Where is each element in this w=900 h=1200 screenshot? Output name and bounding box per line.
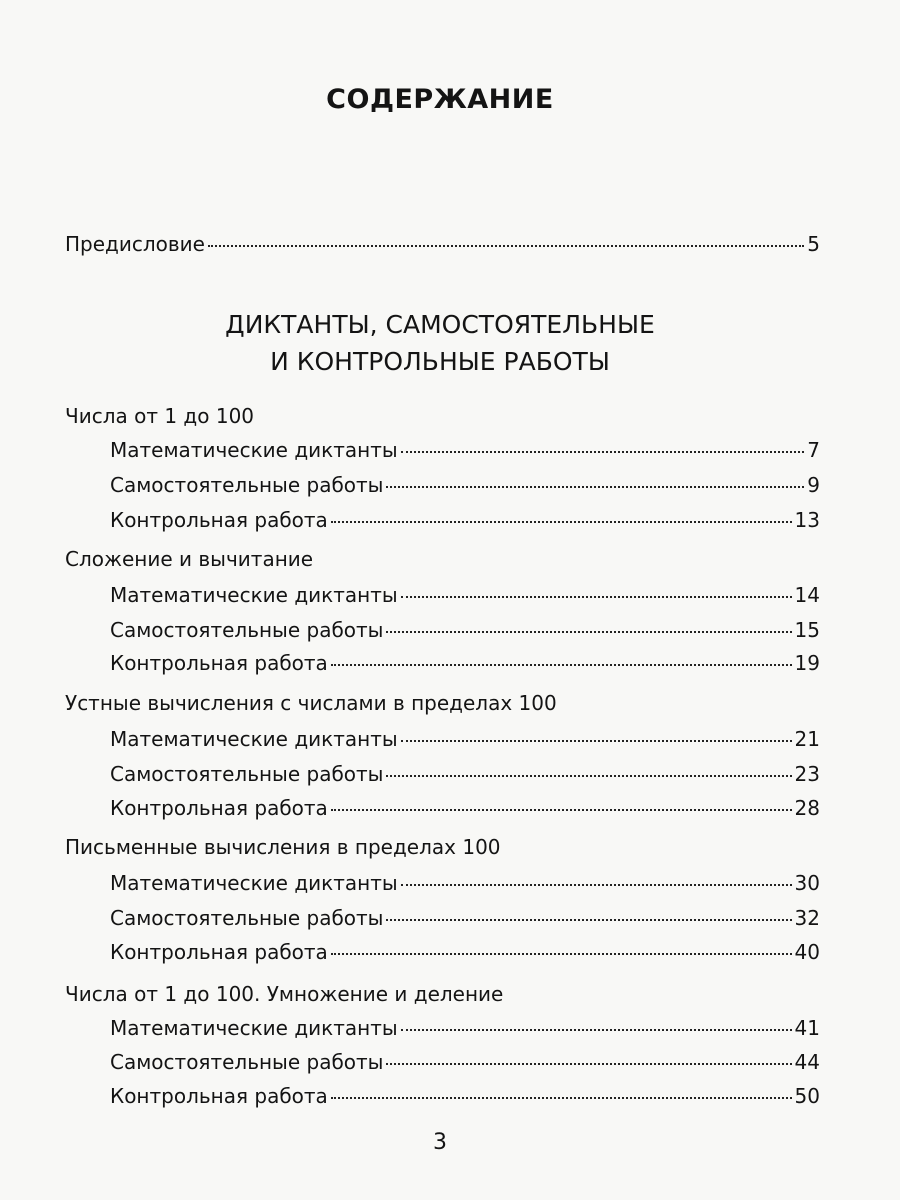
toc-entry-page: 7 (807, 438, 820, 462)
toc-entry (110, 580, 820, 609)
toc-entry-label: Контрольная работа (110, 796, 328, 820)
dot-leader (401, 576, 792, 598)
toc-entry (110, 1047, 820, 1076)
toc-group-heading: Числа от 1 до 100 (65, 404, 255, 428)
toc-entry-page: 23 (794, 762, 820, 786)
toc-entry-label: Контрольная работа (110, 940, 328, 964)
toc-entry-label: Предисловие (65, 232, 205, 256)
toc-entry-label: Контрольная работа (110, 508, 328, 532)
toc-entry (110, 937, 820, 966)
dot-leader (331, 1077, 792, 1099)
toc-entry-page: 19 (794, 651, 820, 675)
toc-entry-page: 28 (794, 796, 820, 820)
toc-group-heading: Письменные вычисления в пределах 100 (65, 835, 501, 859)
dot-leader (331, 644, 792, 666)
dot-leader (401, 864, 792, 886)
toc-entry-label: Математические диктанты (110, 438, 398, 462)
page-number: 3 (433, 1130, 447, 1155)
toc-entry (110, 759, 820, 788)
toc-entry (110, 1013, 820, 1042)
toc-entry-page: 44 (794, 1050, 820, 1074)
toc-entry-page: 50 (794, 1084, 820, 1108)
toc-entry (110, 615, 820, 644)
dot-leader (386, 611, 791, 633)
dot-leader (386, 1043, 791, 1065)
dot-leader (401, 1009, 792, 1031)
toc-entry-page: 32 (794, 906, 820, 930)
dot-leader (331, 933, 792, 955)
toc-entry-label: Математические диктанты (110, 727, 398, 751)
toc-entry (110, 903, 820, 932)
toc-entry-page: 9 (807, 473, 820, 497)
section-title-line-1: ДИКТАНТЫ, САМОСТОЯТЕЛЬНЫЕ (225, 310, 655, 339)
toc-entry (110, 505, 820, 534)
toc-entry-label: Контрольная работа (110, 1084, 328, 1108)
toc-entry-label: Самостоятельные работы (110, 906, 384, 930)
toc-entry-label: Математические диктанты (110, 871, 398, 895)
toc-entry (110, 435, 820, 464)
toc-entry-label: Контрольная работа (110, 651, 328, 675)
toc-entry (110, 724, 820, 753)
toc-entry-label: Математические диктанты (110, 1016, 398, 1040)
toc-entry-label: Самостоятельные работы (110, 473, 384, 497)
toc-entry-preface (65, 229, 820, 258)
toc-entry (110, 648, 820, 677)
dot-leader (331, 789, 792, 811)
toc-entry-page: 40 (794, 940, 820, 964)
dot-leader (386, 899, 791, 921)
dot-leader (331, 501, 792, 523)
toc-entry-label: Самостоятельные работы (110, 618, 384, 642)
toc-entry (110, 793, 820, 822)
toc-entry-label: Самостоятельные работы (110, 762, 384, 786)
dot-leader (386, 466, 804, 488)
page-title: СОДЕРЖАНИЕ (326, 84, 554, 115)
toc-entry-page: 13 (794, 508, 820, 532)
toc-group-heading: Числа от 1 до 100. Умножение и деление (65, 982, 504, 1006)
toc-entry-label: Математические диктанты (110, 583, 398, 607)
toc-entry-page: 14 (794, 583, 820, 607)
toc-entry-page: 21 (794, 727, 820, 751)
toc-entry-page: 30 (794, 871, 820, 895)
dot-leader (401, 720, 792, 742)
dot-leader (401, 431, 805, 453)
dot-leader (208, 225, 804, 247)
toc-group-heading: Устные вычисления с числами в пределах 100 (65, 691, 557, 715)
dot-leader (386, 755, 791, 777)
toc-entry (110, 1081, 820, 1110)
toc-entry-page: 15 (794, 618, 820, 642)
toc-entry (110, 868, 820, 897)
toc-group-heading: Сложение и вычитание (65, 547, 314, 571)
toc-entry (110, 470, 820, 499)
toc-entry-page: 41 (794, 1016, 820, 1040)
toc-entry-label: Самостоятельные работы (110, 1050, 384, 1074)
toc-entry-page: 5 (807, 232, 820, 256)
section-title-line-2: И КОНТРОЛЬНЫЕ РАБОТЫ (270, 347, 610, 376)
